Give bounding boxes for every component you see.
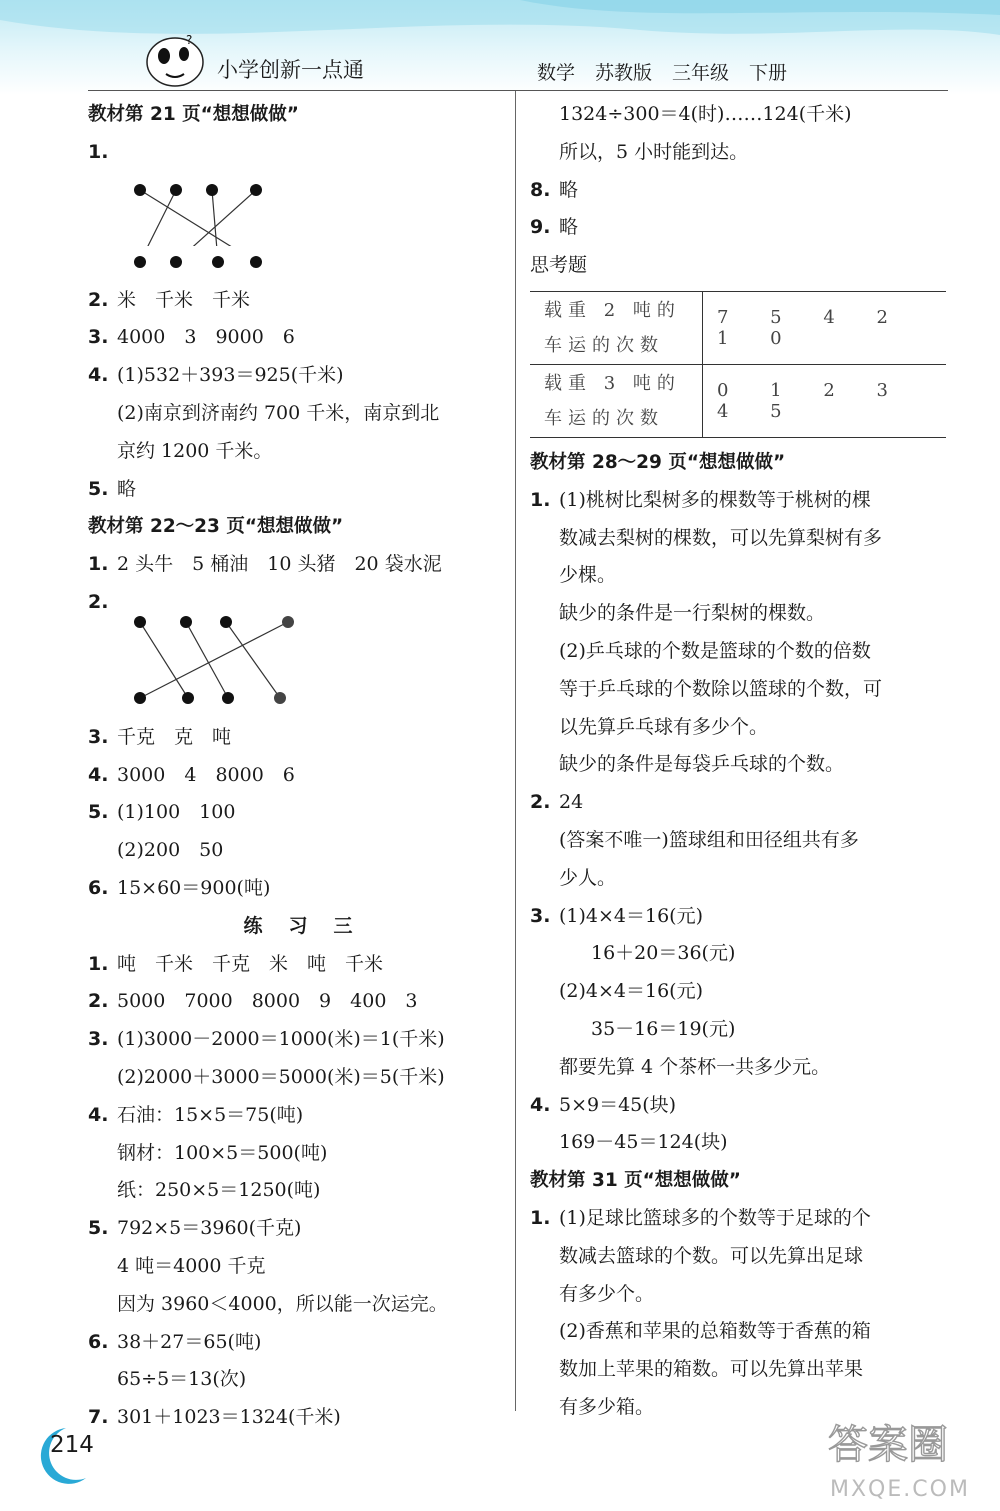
question: 1. [88, 140, 109, 163]
page-number: 214 [50, 1432, 94, 1458]
answer-line: 数减去梨树的棵数，可以先算梨树有多 [559, 526, 883, 549]
answer-line: 有多少个。 [559, 1282, 655, 1305]
answer-line: 16＋20＝36(元) [591, 942, 736, 965]
section-heading: 教材第 22～23 页“想想做做” [88, 516, 344, 538]
question: 3. (1)3000－2000＝1000(米)＝1(千米) [88, 1028, 445, 1051]
answer-line: (2)香蕉和苹果的总箱数等于香蕉的箱 [559, 1320, 871, 1343]
answer-line: 少棵。 [559, 564, 617, 587]
question: 4. 5×9＝45(块) [530, 1093, 677, 1116]
question: 5. (1)100 100 [88, 801, 236, 824]
mascot-logo-icon [142, 30, 208, 88]
grade: 三年级 [672, 62, 730, 84]
table-cell-label: 载重 3 吨的车运的次数 [530, 364, 703, 437]
answer-line: 少人。 [559, 866, 617, 889]
table-cell-values: 0 1 2 3 4 5 [703, 364, 947, 437]
question: 3. 4000 3 9000 6 [88, 326, 295, 349]
question: 1. 2 头牛 5 桶油 10 头猪 20 袋水泥 [88, 553, 442, 576]
answer-line: 以先算乒乓球有多少个。 [559, 715, 769, 738]
answer-line: 1324÷300＝4(时)……124(千米) [559, 103, 852, 125]
question: 4. 石油：15×5＝75(吨) [88, 1103, 304, 1126]
answer-line: 缺少的条件是每袋乒乓球的个数。 [559, 753, 845, 776]
column-divider [515, 91, 516, 1411]
section-heading: 教材第 31 页“想想做做” [530, 1170, 741, 1192]
question: 1. 吨 千米 千克 米 吨 千米 [88, 952, 384, 975]
answer-line: 纸：250×5＝1250(吨) [117, 1179, 321, 1202]
volume: 下册 [749, 62, 788, 84]
answer-line: 所以，5 小时能到达。 [559, 140, 749, 163]
question: 8. 略 [530, 178, 579, 201]
question: 6. 38＋27＝65(吨) [88, 1330, 262, 1353]
answer-line: 65÷5＝13(次) [117, 1368, 247, 1391]
table-row [530, 291, 946, 364]
answer-line: 数加上苹果的箱数。可以先算出苹果 [559, 1358, 864, 1381]
answer-line: (2)乒乓球的个数是篮球的个数的倍数 [559, 639, 871, 662]
matching-diagram-1 [88, 172, 508, 268]
question: 2. 米 千米 千米 [88, 288, 251, 311]
header-rule [88, 90, 948, 91]
answer-line: 169－45＝124(块) [559, 1131, 728, 1154]
watermark-logo [820, 1410, 995, 1505]
table-row [530, 364, 946, 437]
question: 2. [88, 590, 109, 613]
edition: 苏教版 [595, 62, 653, 84]
think-table [530, 291, 946, 438]
question: 1. (1)桃树比梨树多的棵数等于桃树的棵 [530, 488, 871, 511]
answer-line: (答案不唯一)篮球组和田径组共有多 [559, 828, 859, 851]
answer-line: (2)4×4＝16(元) [559, 980, 704, 1003]
answer-line: 4 吨＝4000 千克 [117, 1254, 266, 1277]
question: 1. (1)足球比篮球多的个数等于足球的个 [530, 1206, 871, 1229]
answer-line: 等于乒乓球的个数除以篮球的个数，可 [559, 677, 883, 700]
table-cell-values: 7 5 4 2 1 0 [703, 291, 947, 364]
answer-line: 数减去篮球的个数。可以先算出足球 [559, 1244, 864, 1267]
question: 4. (1)532＋393＝925(千米) [88, 364, 344, 387]
answer-line: 有多少箱。 [559, 1395, 655, 1418]
question: 5. 略 [88, 477, 137, 500]
question: 4. 3000 4 8000 6 [88, 763, 295, 786]
answer-line: 京约 1200 千米。 [117, 439, 273, 462]
answer-line: (2)2000＋3000＝5000(米)＝5(千米) [117, 1065, 445, 1088]
question: 2. 5000 7000 8000 9 400 3 [88, 990, 418, 1013]
answer-line: 钢材：100×5＝500(吨) [117, 1141, 328, 1164]
question: 5. 792×5＝3960(千克) [88, 1217, 302, 1240]
answer-line: 缺少的条件是一行梨树的棵数。 [559, 602, 826, 625]
svg-text:?: ? [186, 33, 193, 47]
question: 6. 15×60＝900(吨) [88, 876, 271, 899]
section-heading: 教材第 21 页“想想做做” [88, 104, 299, 125]
book-title: 小学创新一点通 [217, 58, 364, 82]
watermark-text: 答案圈 [828, 1422, 948, 1468]
matching-diagram-2 [88, 622, 508, 716]
think-heading: 思考题 [530, 254, 588, 277]
section-heading: 教材第 28～29 页“想想做做” [530, 451, 786, 473]
watermark-url: MXQE.COM [830, 1477, 970, 1502]
answer-line: (2)200 50 [117, 839, 224, 862]
question: 9. 略 [530, 216, 579, 239]
table-cell-label: 载重 2 吨的车运的次数 [530, 291, 703, 364]
answer-line: 因为 3960＜4000，所以能一次运完。 [117, 1292, 448, 1315]
answer-line: 35－16＝19(元) [591, 1017, 736, 1040]
question: 2. 24 [530, 791, 584, 814]
subject: 数学 [537, 62, 576, 84]
left-column [88, 96, 508, 1437]
answer-line: (2)南京到济南约 700 千米，南京到北 [117, 401, 440, 424]
answer-line: 都要先算 4 个茶杯一共多少元。 [559, 1055, 831, 1078]
question: 3. (1)4×4＝16(元) [530, 904, 704, 927]
question: 3. 千克 克 吨 [88, 725, 232, 748]
right-column [530, 96, 950, 1427]
question: 7. 301＋1023＝1324(千米) [88, 1406, 341, 1429]
book-meta [537, 58, 807, 85]
practice-heading: 练习三 [243, 914, 379, 937]
